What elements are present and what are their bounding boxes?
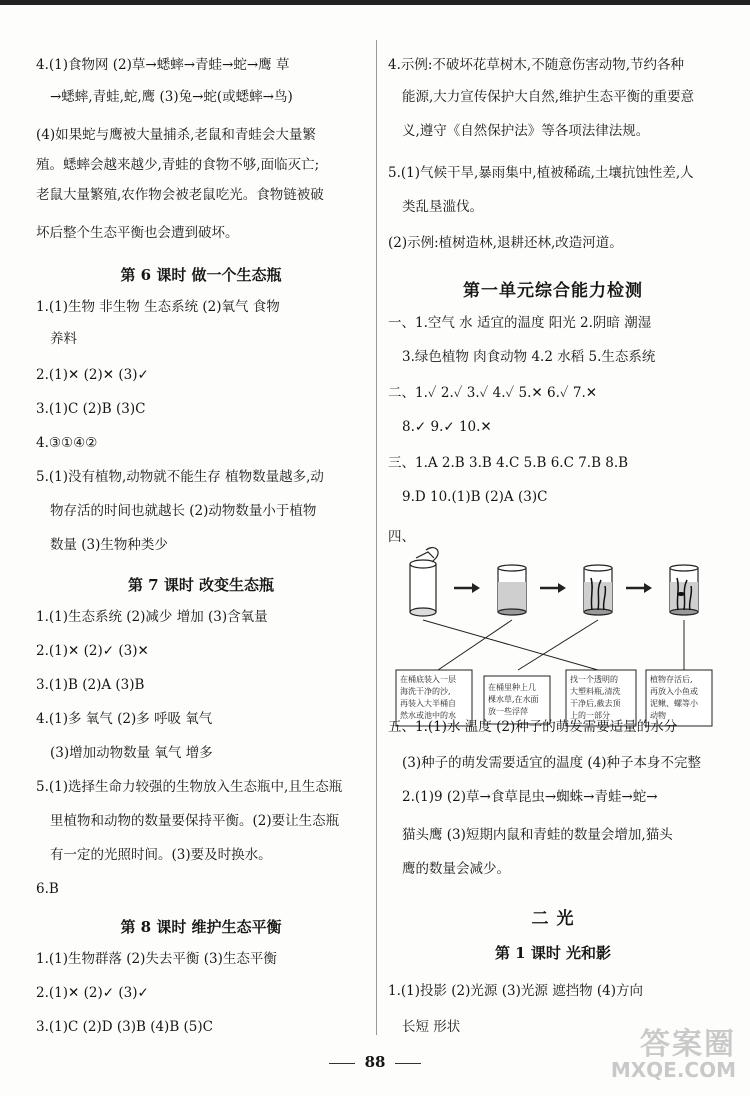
answer-line: 二、1.✓ 2.✓ 3.✓ 4.✓ 5.✕ 6.✓ 7.✕ [388,385,598,401]
answer-line: 4.示例:不破坏花草树木,不随意伤害动物,节约各种 [388,57,685,73]
arrow-right-icon [540,583,566,593]
unit-title: 第一单元综合能力检测 [463,281,643,301]
answer-line: 殖。蟋蟀会越来越少,青蛙的食物不够,面临灭亡; [36,157,320,173]
watermark-url: MXQE.COM [610,1058,736,1082]
box2-line: 棵水草,在水面 [488,695,539,704]
top-border [0,0,750,5]
box3-line: 上的一部分 [570,711,610,720]
answer-line: 长短 形状 [402,1019,461,1035]
bottle-with-plants-icon [584,565,612,615]
answer-line: 养料 [50,331,77,347]
answer-line: (3)增加动物数量 氧气 增多 [50,745,213,761]
answer-line: 有一定的光照时间。(3)要及时换水。 [50,847,272,863]
answer-line: 1.(1)投影 (2)光源 (3)光源 遮挡物 (4)方向 [388,983,644,999]
answer-line: 三、1.A 2.B 3.B 4.C 5.B 6.C 7.B 8.B [388,455,629,471]
answer-line: 数量 (3)生物种类少 [50,537,168,553]
lesson-heading: 第 7 课时 改变生态瓶 [127,576,275,594]
step-box [484,676,550,724]
box1-line: 再装入大半桶自 [400,699,456,708]
answer-line: (3)种子的萌发需要适宜的温度 (4)种子本身不完整 [402,755,702,771]
answer-line: 五、1.(1)水 温度 (2)种子的萌发需要适量的水分 [388,719,678,735]
answer-line: →蟋蟀,青蛙,蛇,鹰 (3)兔→蛇(或蟋蟀→鸟) [50,89,293,105]
box4-line: 再放入小鱼或 [650,687,698,696]
answer-line: 3.(1)C (2)D (3)B (4)B (5)C [36,1019,213,1035]
lesson-heading: 第 6 课时 做一个生态瓶 [120,266,282,284]
box4-line: 泥鳅、螺等小 [650,699,698,708]
chapter-title: 二 光 [531,909,575,929]
answer-line: 3.绿色植物 肉食动物 4.2 水稻 5.生态系统 [402,349,656,365]
answer-line: 6.B [36,881,59,897]
answer-line: 1.(1)生物群落 (2)失去平衡 (3)生态平衡 [36,951,277,967]
matching-lines [423,620,684,670]
answer-line: 老鼠大量繁殖,农作物会被老鼠吃光。食物链被破 [36,187,324,203]
footer-dash [329,1063,355,1064]
box1-line: 然水或池中的水 [400,711,456,720]
answer-line: 5.(1)气候干旱,暴雨集中,植被稀疏,土壤抗蚀性差,人 [388,165,694,181]
answer-line: 1.(1)生态系统 (2)减少 增加 (3)含氧量 [36,609,268,625]
box1-line: 海洗干净的沙, [400,687,451,696]
answer-line: 4.(1)多 氧气 (2)多 呼吸 氧气 [36,711,213,727]
lesson-heading: 第 1 课时 光和影 [494,944,612,962]
answer-line: 8.✓ 9.✓ 10.✕ [402,419,492,435]
answer-line: 能源,大力宣传保护大自然,维护生态平衡的重要意 [402,89,695,105]
answer-line: 4.(1)食物网 (2)草→蟋蟀→青蛙→蛇→鹰 草 [36,57,290,73]
lesson-heading: 第 8 课时 维护生态平衡 [120,918,282,936]
answer-line: 类乱垦滥伐。 [402,199,483,215]
box4-line: 植物存活后, [650,675,693,684]
box2-line: 在桶里种上几 [488,683,536,692]
answer-line: 2.(1)✕ (2)✓ (3)✕ [36,643,149,659]
answer-line: 猫头鹰 (3)短期内鼠和青蛙的数量会增加,猫头 [402,827,673,843]
answer-line: (4)如果蛇与鹰被大量捕杀,老鼠和青蛙会大量繁 [36,127,316,143]
box3-line: 大塑料瓶,清洗 [570,687,621,696]
answer-line: 里植物和动物的数量要保持平衡。(2)要让生态瓶 [50,813,340,829]
box3-line: 找一个透明的 [570,675,618,684]
answer-line: (2)示例:植树造林,退耕还林,改造河道。 [388,235,623,251]
box2-line: 放一些浮萍 [488,707,528,716]
answer-line: 2.(1)✕ (2)✓ (3)✓ [36,985,149,1001]
column-divider [376,40,377,1035]
question-label: 四、 [388,529,415,545]
box1-line: 在桶底装入一层 [400,675,456,684]
answer-line: 坏后整个生态平衡也会遭到破坏。 [36,225,239,241]
answer-line: 2.(1)9 (2)草→食草昆虫→蜘蛛→青蛙→蛇→ [402,789,658,805]
watermark-text: 答案圈 [640,1027,736,1062]
answer-line: 4.③①④② [36,435,98,451]
answer-line: 3.(1)B (2)A (3)B [36,677,145,693]
footer-dash [395,1063,421,1064]
box4-line: 动物 [650,711,666,720]
answer-line: 一、1.空气 水 适宜的温度 阳光 2.阴暗 潮湿 [388,315,652,331]
answer-line: 物存活的时间也就越长 (2)动物数量小于植物 [50,503,317,519]
box3-line: 干净后,截去顶 [570,699,621,708]
answer-line: 3.(1)C (2)B (3)C [36,401,146,417]
answer-line: 义,遵守《自然保护法》等各项法律法规。 [402,123,650,139]
arrow-right-icon [454,583,480,593]
arrow-right-icon [626,583,652,593]
answer-line: 5.(1)选择生命力较强的生物放入生态瓶中,且生态瓶 [36,779,343,795]
bottle-with-water-icon [498,565,526,615]
answer-line: 2.(1)✕ (2)✕ (3)✓ [36,367,149,383]
answer-line: 1.(1)生物 非生物 生态系统 (2)氧气 食物 [36,299,280,315]
cylinder-container-icon [410,548,438,616]
watermark-logo [610,1027,736,1082]
answer-line: 5.(1)没有植物,动物就不能生存 植物数量越多,动 [36,469,324,485]
answer-line: 9.D 10.(1)B (2)A (3)C [402,489,548,505]
page-number: 88 [364,1053,386,1071]
bottle-with-plants-and-fish-icon [670,565,698,615]
answer-line: 鹰的数量会减少。 [402,861,510,877]
ecobottle-steps-diagram [388,538,718,748]
